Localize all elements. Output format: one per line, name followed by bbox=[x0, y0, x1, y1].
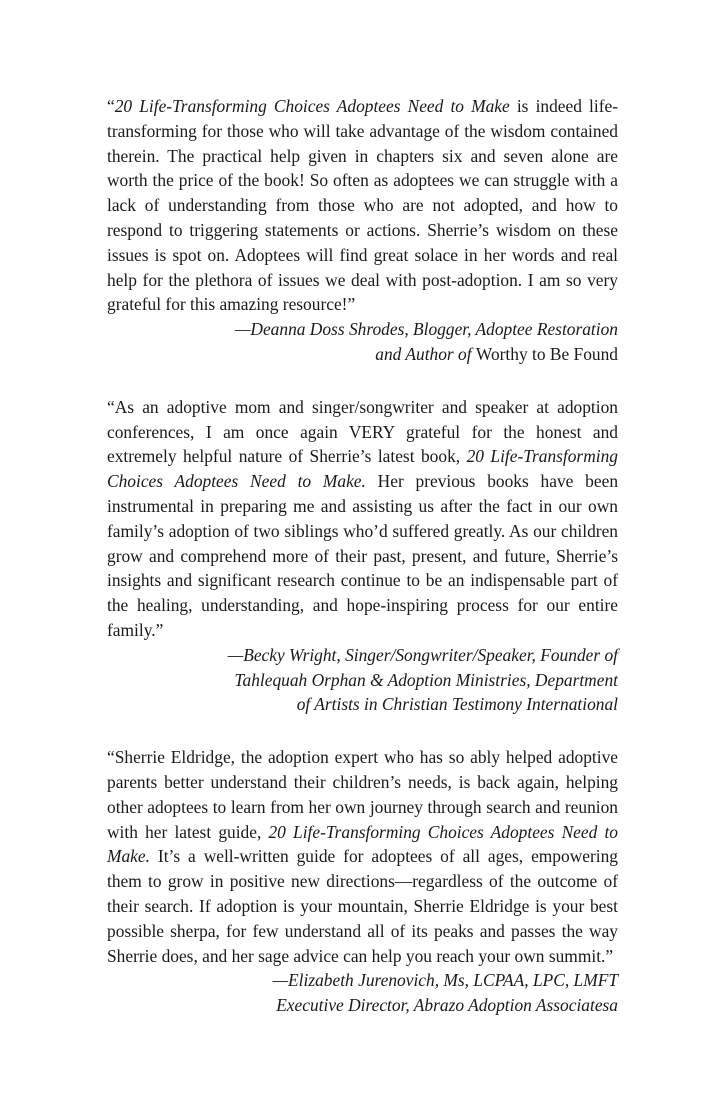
testimonial-quote bbox=[107, 395, 618, 643]
attribution-line: —Becky Wright, Singer/Songwriter/Speaker, Founder of bbox=[227, 644, 618, 665]
quote-text: is indeed life-transforming for those who will take advantage of the wisdom contained therein. The practical help given in chapters six and seven alone are worth the price of the book! So often as adoptees we can struggle with a lack of understanding from those who are not adopted, and how to respond to triggering statements or actions. Sherrie’s wisdom on these issues is spot on. Adoptees will find great solace in her words and real help for the plethora of issues we deal with post-adoption. I am so very grateful for this amazing resource!” bbox=[107, 96, 619, 315]
attribution-line: —Elizabeth Jurenovich, Ms, LCPAA, LPC, LMFT bbox=[272, 970, 618, 991]
quote-text: It’s a well-written guide for adoptees of all ages, empowering them to grow in positive new directions—regardless of the outcome of their search. If adoption is your mountain, Sherrie Eldridge is your best possible sherpa, for few understand all of its peaks and passes the way Sherrie does, and her sage advice can help you reach your own summit.” bbox=[107, 846, 618, 966]
testimonial-3 bbox=[107, 745, 618, 1018]
testimonial-quote bbox=[107, 94, 618, 317]
testimonial-quote bbox=[107, 745, 618, 968]
testimonial-2 bbox=[107, 395, 618, 717]
testimonial-attribution bbox=[107, 968, 618, 1018]
book-title: 20 Life-Transforming Choices Adoptees Need to Make. bbox=[107, 446, 618, 492]
attribution-line: and Author of bbox=[375, 343, 476, 364]
quote-text: “As an adoptive mom and singer/songwriter and speaker at adoption conferences, I am once again VERY grateful for the honest and extremely helpful nature of Sherrie’s latest book, bbox=[107, 396, 618, 467]
attribution-line: Tahlequah Orphan & Adoption Ministries, Department bbox=[234, 669, 618, 690]
quote-text: “Sherrie Eldridge, the adoption expert who has so ably helped adoptive parents better understand their children’s needs, is back again, helping other adoptees to learn from her own journey through search and reunion with her latest guide, bbox=[107, 747, 618, 842]
endorsements-page bbox=[107, 94, 618, 1018]
book-title: 20 Life-Transforming Choices Adoptees Need to Make bbox=[114, 96, 510, 116]
quote-mark: “ bbox=[107, 96, 115, 116]
testimonial-1 bbox=[107, 94, 618, 367]
testimonial-attribution bbox=[107, 643, 618, 717]
book-title: 20 Life-Transforming Choices Adoptees Need to Make. bbox=[107, 821, 618, 867]
quote-text: Her previous books have been instrumental in preparing me and assisting us after the fact in our own family’s adoption of two siblings who’d suffered greatly. As our children grow and comprehend more of their past, present, and future, Sherrie’s insights and significant research continue to be an indispensable part of the healing, understanding, and hope-inspiring process for our entire family.” bbox=[107, 471, 619, 640]
attribution-line: —Deanna Doss Shrodes, Blogger, Adoptee Restoration bbox=[234, 319, 618, 340]
attribution-line: of Artists in Christian Testimony International bbox=[296, 694, 618, 715]
book-title: Worthy to Be Found bbox=[475, 343, 618, 364]
testimonial-attribution bbox=[107, 317, 618, 367]
attribution-line: Executive Director, Abrazo Adoption Associatesa bbox=[276, 995, 618, 1016]
